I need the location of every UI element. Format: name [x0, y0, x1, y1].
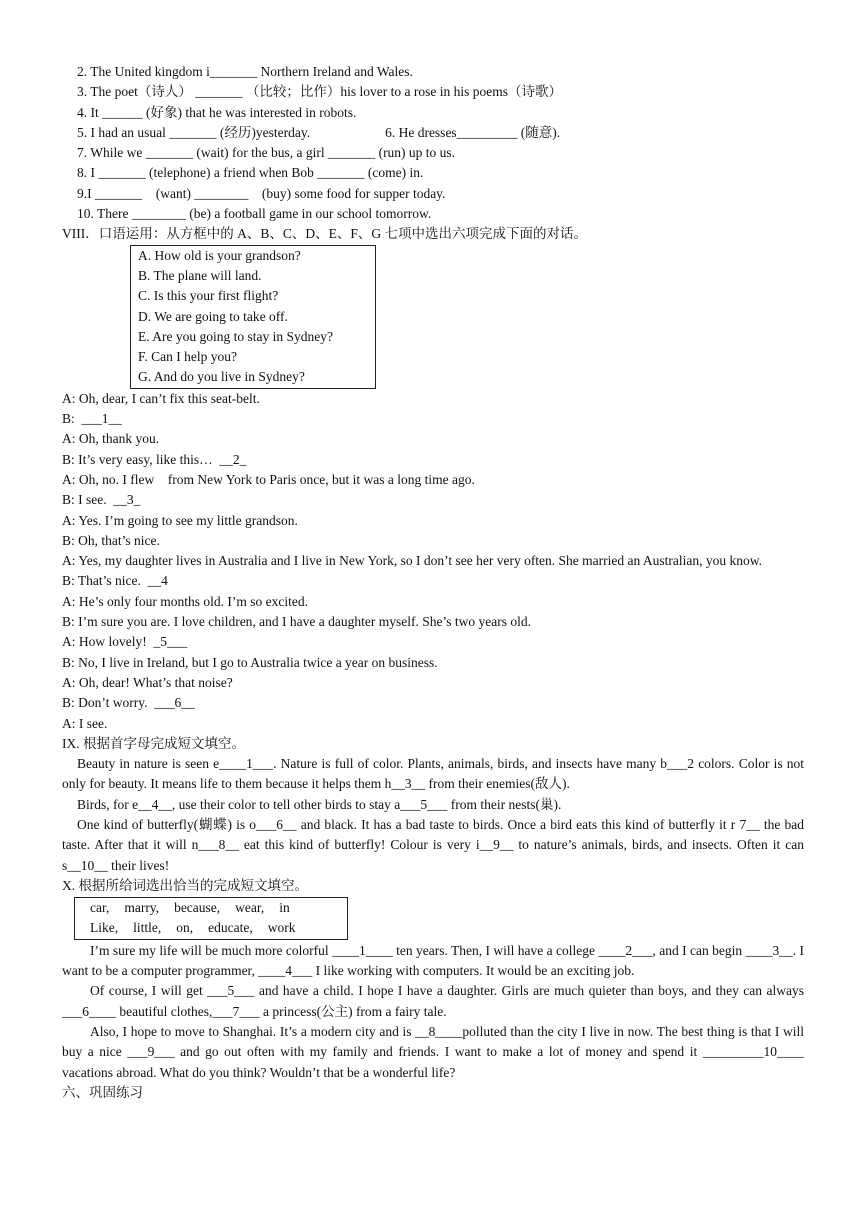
dialogue [62, 389, 804, 734]
exercise-row-5-6 [62, 123, 804, 143]
dialogue-line: B: No, I live in Ireland, but I go to Australia twice a year on business. [62, 654, 438, 670]
dialogue-line: B: Don’t worry. ___6__ [62, 695, 195, 711]
dialogue-line: B: It’s very easy, like this… __2_ [62, 451, 247, 467]
word-bank-word: marry, [124, 900, 160, 916]
exercise-item-9: 9.I _______ (want) ________ (buy) some food for supper today. [77, 185, 446, 201]
dialogue-line: A: Oh, thank you. [62, 431, 160, 447]
cloze-paragraph-3: One kind of butterfly(蝴蝶) is o___6__ and black. It has a bad taste to birds. Once a bird eats this kind of butterfly it r 7__ the bad taste. After that it will n___8__ eat this kind of butterfly! Colour is very i__9__ to nature’s animals, birds, and insects. Often it can s__10__ their lives! [62, 816, 804, 873]
exercise-item-6: 6. He dresses_________ (随意). [385, 124, 561, 140]
dialogue-line: B: Oh, that’s nice. [62, 532, 160, 548]
cloze-paragraph-2: Birds, for e__4__, use their color to tell other birds to stay a___5___ from their nests(巢). [77, 796, 562, 812]
dialogue-line: A: Oh, dear, I can’t fix this seat-belt. [62, 390, 260, 406]
exercise-item-7: 7. While we _______ (wait) for the bus, a girl _______ (run) up to us. [77, 145, 456, 161]
dialogue-line: A: Oh, no. I flew from New York to Paris once, but it was a long time ago. [62, 471, 475, 487]
worksheet-page [62, 62, 804, 1103]
dialogue-line: A: I see. [62, 715, 108, 731]
exercise-item-8: 8. I _______ (telephone) a friend when Bob _______ (come) in. [77, 165, 424, 181]
word-bank-row-1 [90, 898, 347, 918]
word-bank-word: on, [176, 920, 194, 936]
option-d: D. We are going to take off. [138, 308, 288, 324]
dialogue-line: B: I see. __3_ [62, 492, 141, 508]
dialogue-line: A: Oh, dear! What’s that noise? [62, 674, 233, 690]
word-bank-word: wear, [235, 900, 265, 916]
exercise-item-4: 4. It ______ (好象) that he was interested in robots. [77, 104, 357, 120]
word-bank-word: in [279, 900, 290, 916]
section-6-heading: 六、巩固练习 [62, 1084, 143, 1100]
dialogue-line: A: Yes, my daughter lives in Australia and I live in New York, so I don’t see her very often. She married an Australian, you know. [62, 553, 763, 569]
options-box [130, 245, 376, 389]
exercise-item-2: 2. The United kingdom i_______ Northern Ireland and Wales. [77, 64, 413, 79]
word-bank-word: educate, [208, 920, 253, 936]
exercise-item-10: 10. There ________ (be) a football game in our school tomorrow. [77, 206, 432, 222]
dialogue-line: B: I’m sure you are. I love children, and I have a daughter myself. She’s two years old. [62, 614, 531, 630]
exercise-item-5: 5. I had an usual _______ (经历)yesterday. [77, 124, 311, 140]
option-g: G. And do you live in Sydney? [138, 369, 305, 385]
dialogue-line: B: ___1__ [62, 411, 123, 427]
exercise-item-3: 3. The poet（诗人） _______ （比较；比作）his lover to a rose in his poems（诗歌） [77, 84, 562, 100]
passage-paragraph-1: I’m sure my life will be much more colorful ____1____ ten years. Then, I will have a college ____2___, and I can begin ____3__. I want to be a computer programmer, ____4___ I like working with computers. It would be an exciting job. [62, 942, 804, 979]
option-f: F. Can I help you? [138, 349, 238, 365]
cloze-paragraph-1: Beauty in nature is seen e____1___. Nature is full of color. Plants, animals, birds, and insects have many b___2 colors. Color is not only for beauty. It means life to them because it helps them h__3__ from their enemies(敌人). [62, 756, 804, 792]
dialogue-line: A: Yes. I’m going to see my little grandson. [62, 512, 298, 528]
passage-paragraph-2: Of course, I will get ___5___ and have a child. I hope I have a daughter. Girls are much quieter than boys, and they can always ___6____ beautiful clothes,___7___ a princess(公主) from a fairy tale. [62, 983, 804, 1019]
word-bank-word: little, [133, 920, 162, 936]
section-ix-heading: IX. 根据首字母完成短文填空。 [62, 735, 245, 751]
dialogue-line: B: That’s nice. __4 [62, 573, 168, 589]
word-bank-word: because, [174, 900, 221, 916]
option-b: B. The plane will land. [138, 267, 262, 283]
option-c: C. Is this your first flight? [138, 288, 279, 304]
word-bank-box [74, 897, 348, 940]
passage-paragraph-3: Also, I hope to move to Shanghai. It’s a modern city and is __8____polluted than the city I live in now. The best thing is that I will buy a nice ___9___ and go out often with my family and friends. I want to make a lot of money and spend it _________10____ vacations abroad. What do you think? Wouldn’t that be a wonderful life? [62, 1023, 804, 1080]
option-a: A. How old is your grandson? [138, 247, 301, 263]
word-bank-word: Like, [90, 920, 119, 936]
section-x-heading: X. 根据所给词选出恰当的完成短文填空。 [62, 877, 308, 893]
word-bank-word: car, [90, 900, 110, 916]
word-bank-word: work [267, 920, 296, 936]
word-bank-row-2 [90, 918, 347, 938]
option-e: E. Are you going to stay in Sydney? [138, 328, 333, 344]
section-viii-heading: VIII．口语运用：从方框中的 A、B、C、D、E、F、G 七项中选出六项完成下面的对话。 [62, 226, 587, 242]
dialogue-line: A: How lovely! _5___ [62, 634, 188, 650]
dialogue-line: A: He’s only four months old. I’m so excited. [62, 593, 308, 609]
